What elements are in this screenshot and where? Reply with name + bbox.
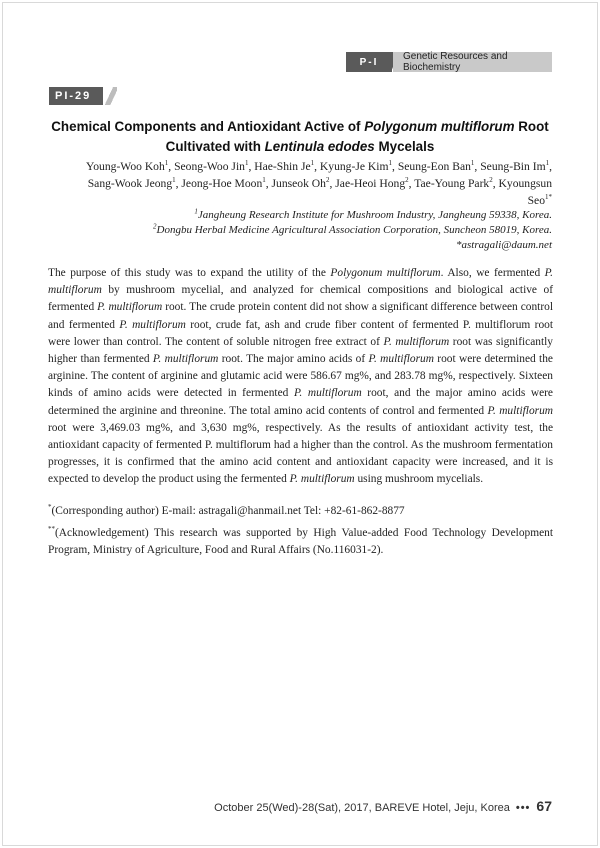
species-name: Polygonum multiflorum bbox=[330, 267, 441, 279]
author-list: Young-Woo Koh$^1$, Seong-Woo Jin$^1$, Hae-Shin Je$^1$, Kyung-Je Kim$^1$, Seung-Eon Ban$^1$, Seung-Bin Im$^1$, Sang-Wook Jeong$^1$, Jeong-Hoe Moon$^1$, Junseok Oh$^2$, Jae-Heoi Hong$^2$, Tae-Young Park$^2$, Kyoungsun Seo$^{1*}$ bbox=[86, 159, 552, 207]
abstract-text: root was significantly higher than fermented bbox=[48, 335, 553, 366]
author-name: Seong-Woo Jin$^1$ bbox=[174, 159, 249, 173]
author-name: Hae-Shin Je$^1$ bbox=[254, 159, 315, 173]
abstract-text: by mushroom mycelial, and analyzed for chemical compositions and biological active of fermented bbox=[48, 284, 553, 314]
session-header bbox=[346, 52, 552, 72]
abstract-text: root, and the major amino acids were determined the arginine and threonine. The total amino acid contents of control and fermented bbox=[48, 387, 553, 417]
species-name: P. multiflorum bbox=[152, 353, 219, 366]
author-name: Jeong-Hoe Moon$^1$ bbox=[181, 176, 266, 190]
author-name: Kyung-Je Kim$^1$ bbox=[319, 159, 393, 173]
footnotes bbox=[48, 503, 553, 564]
session-label: Genetic Resources and Biochemistry bbox=[393, 52, 552, 72]
species-name: P. multiflorum bbox=[289, 473, 355, 486]
author-name: Kyoungsun Seo$^{1*}$ bbox=[498, 177, 552, 207]
title-text: Mycelals bbox=[374, 139, 435, 154]
acknowledgement-note: **(Acknowledgement) This research was supported by High Value-added Food Technology Development Program, Ministry of Agriculture, Food and Rural Affairs (No.116031-2). bbox=[48, 525, 553, 556]
affiliation-1: $^1$Jangheung Research Institute for Mushroom Industry, Jangheung 59338, Korea. bbox=[194, 207, 552, 221]
author-name: Tae-Young Park$^2$ bbox=[414, 176, 493, 190]
title-species: Polygonum multiflorum bbox=[364, 119, 515, 134]
author-name: Seung-Bin Im$^1$ bbox=[480, 159, 550, 173]
species-name: P. multiflorum bbox=[48, 267, 553, 297]
species-name: P. multiflorum bbox=[293, 387, 362, 400]
author-name: Sang-Wook Jeong$^1$ bbox=[87, 176, 176, 190]
species-name: P. multiflorum bbox=[368, 353, 434, 366]
abstract-text: root were 3,469.03 mg%, and 3,630 mg%, respectively. As the results of antioxidant activity test, the antioxidant capacity of fermented P. multiflorum had a higher than the control. As the mushroom fermentation progresses, it is confirmed that the amino acid content and antioxidant capacity were increased, and it is expected to develop the product using the fermented bbox=[48, 421, 553, 486]
page-footer bbox=[214, 798, 552, 814]
affiliation-2: $^2$Dongbu Herbal Medicine Agricultural Association Corporation, Suncheon 58019, Korea. bbox=[153, 222, 552, 236]
paper-code-badge: PI-29 bbox=[49, 87, 103, 105]
abstract-text: root were determined the arginine. The content of arginine and glutamic acid were 586.67 mg%, and 283.78 mg%, respectively. Sixteen kinds of amino acids were detected in fermented bbox=[48, 353, 553, 400]
species-name: P. multiflorum bbox=[383, 335, 450, 348]
author-name: Jae-Heoi Hong$^2$ bbox=[335, 176, 409, 190]
abstract-text: root. The crude protein content did not show a significant difference between control and fermented bbox=[48, 301, 553, 331]
species-name: P. multiflorum bbox=[487, 404, 553, 417]
abstract-text: . Also, we fermented bbox=[440, 267, 545, 279]
event-info: October 25(Wed)-28(Sat), 2017, BAREVE Hotel, Jeju, Korea bbox=[214, 802, 510, 814]
abstract-text: root. The major amino acids of bbox=[218, 353, 369, 366]
abstract-body bbox=[48, 265, 553, 489]
author-name: Junseok Oh$^2$ bbox=[271, 176, 330, 190]
abstract-text: using mushroom mycelials. bbox=[354, 473, 484, 486]
badge-accent bbox=[103, 87, 117, 105]
footer-dots: ••• bbox=[515, 802, 531, 814]
species-name: P. multiflorum bbox=[97, 301, 163, 314]
contact-email: *astragali@daum.net bbox=[456, 239, 552, 251]
session-code: P-I bbox=[346, 52, 392, 72]
species-name: P. multiflorum bbox=[119, 318, 186, 331]
title-text: Root bbox=[514, 119, 549, 134]
title-text: Cultivated with bbox=[165, 139, 265, 154]
corresponding-note: *(Corresponding author) E-mail: astragali@hanmail.net Tel: +82-61-862-8877 bbox=[48, 503, 405, 517]
author-name: Seung-Eon Ban$^1$ bbox=[397, 159, 475, 173]
author-name: Young-Woo Koh$^1$ bbox=[86, 159, 169, 173]
title-text: Chemical Components and Antioxidant Active of bbox=[51, 119, 365, 134]
paper-title bbox=[48, 117, 552, 157]
page-number: 67 bbox=[536, 798, 552, 814]
title-species: Lentinula edodes bbox=[264, 139, 375, 154]
abstract-text: The purpose of this study was to expand the utility of the bbox=[48, 267, 331, 279]
affiliations bbox=[72, 208, 552, 253]
abstract-text: root, crude fat, ash and crude fiber content of fermented P. multiflorum root were lower than control. The content of soluble nitrogen free extract of bbox=[48, 318, 553, 348]
